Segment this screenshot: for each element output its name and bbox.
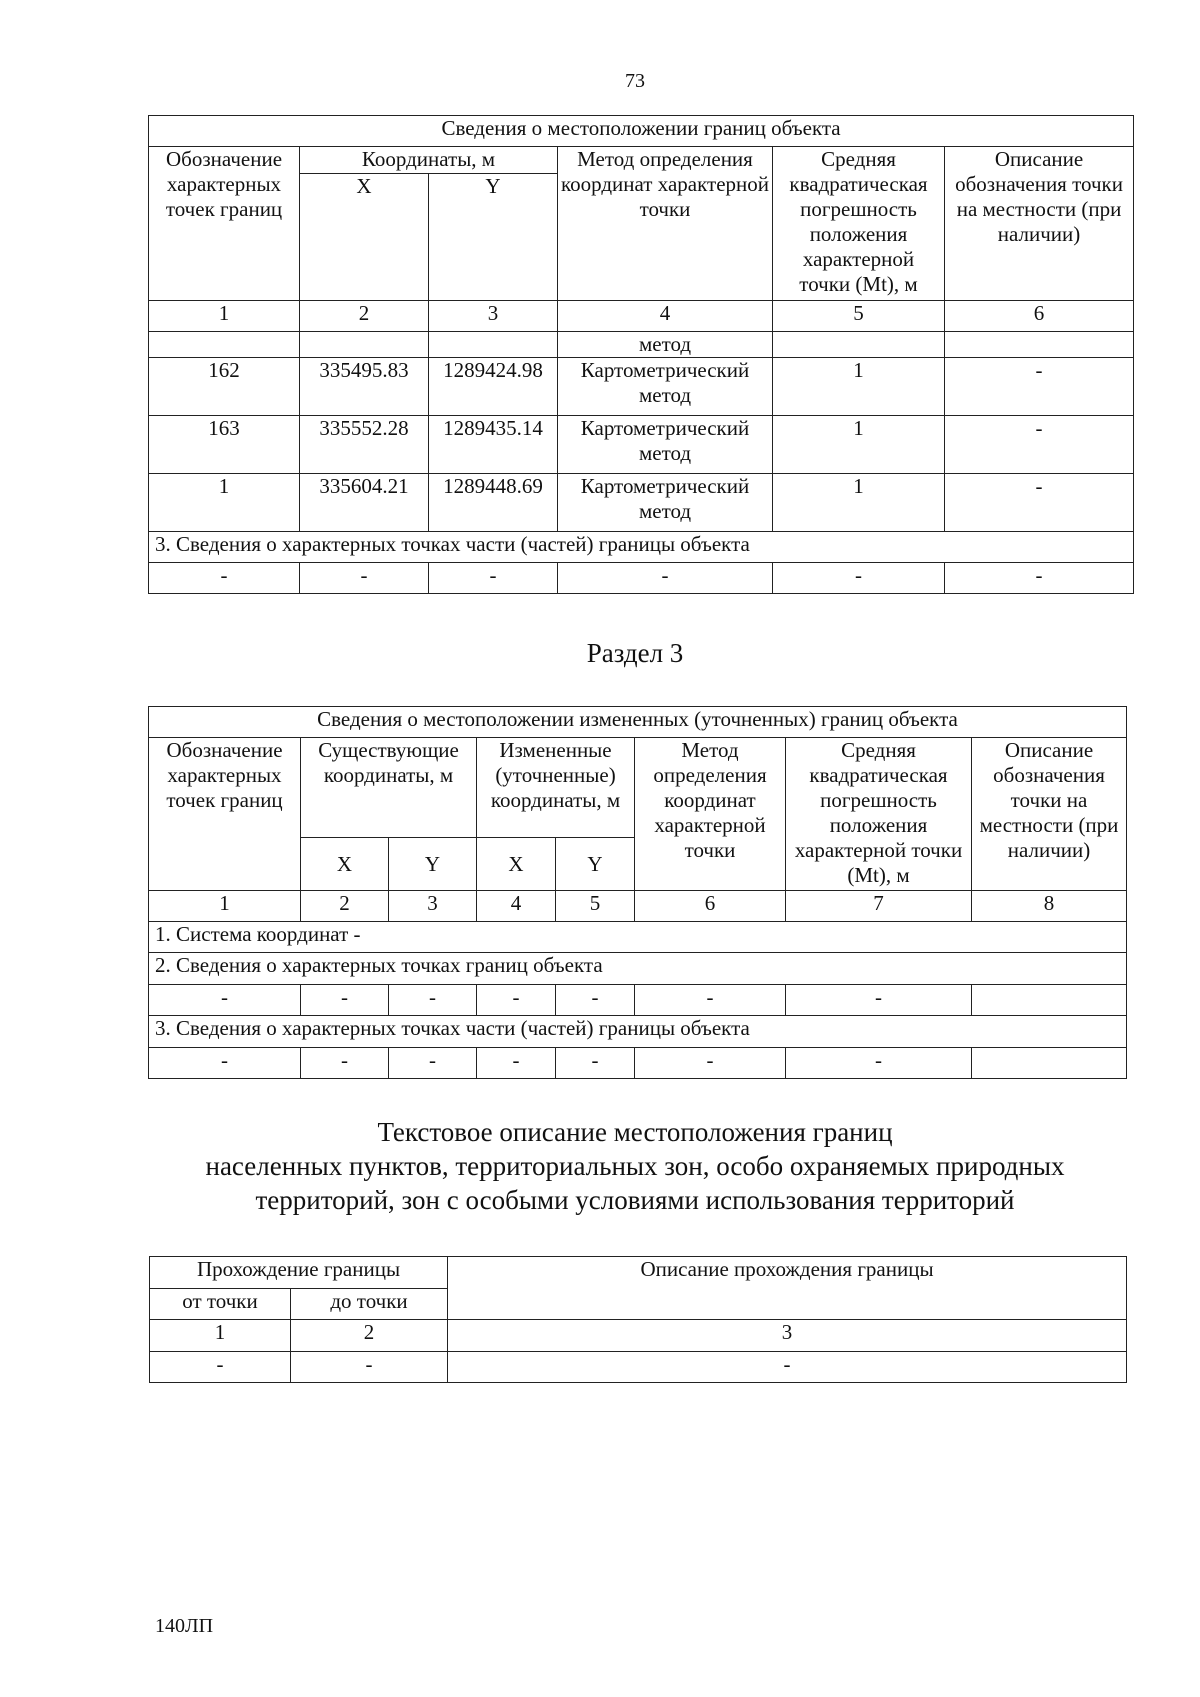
dash-cell: - — [149, 1048, 301, 1079]
dash-cell: - — [477, 1048, 556, 1079]
col-number: 8 — [972, 891, 1127, 922]
table-title: Сведения о местоположении измененных (уточненных) границ объекта — [149, 707, 1127, 738]
dash-cell: - — [558, 563, 773, 594]
header-existing-coords: Существующие координаты, м — [301, 738, 477, 838]
col-number: 5 — [773, 301, 945, 332]
coord-system-label: 1. Система координат - — [149, 922, 1127, 953]
dash-cell: - — [635, 1048, 786, 1079]
dash-cell: - — [448, 1352, 1127, 1383]
error-cell: 1 — [773, 474, 945, 532]
desc-cell: - — [945, 474, 1134, 532]
page-number: 73 — [625, 70, 645, 92]
dash-cell: - — [786, 985, 972, 1016]
section-label: 3. Сведения о характерных точках части (частей) границы объекта — [149, 1016, 1127, 1048]
dash-cell: - — [301, 985, 389, 1016]
dash-cell: - — [150, 1352, 291, 1383]
header-x: X — [301, 838, 389, 891]
y-cell: 1289435.14 — [429, 416, 558, 474]
dash-cell: - — [786, 1048, 972, 1079]
text-description-title — [0, 1115, 1200, 1217]
method-cell: Картометрический метод — [558, 416, 773, 474]
dash-cell: - — [556, 985, 635, 1016]
point-cell: 1 — [149, 474, 300, 532]
table-row — [149, 1048, 1127, 1079]
header-x: X — [477, 838, 556, 891]
changed-boundary-table — [148, 706, 1127, 1079]
dash-cell: - — [389, 1048, 477, 1079]
empty-cell — [972, 1048, 1127, 1079]
dash-cell: - — [389, 985, 477, 1016]
x-cell: 335495.83 — [300, 358, 429, 416]
col-number: 3 — [448, 1320, 1127, 1352]
col-number: 7 — [786, 891, 972, 922]
dash-cell: - — [300, 563, 429, 594]
error-cell: 1 — [773, 416, 945, 474]
dash-cell: - — [149, 563, 300, 594]
header-method: Метод определения координат характерной точки — [635, 738, 786, 891]
dash-cell: - — [477, 985, 556, 1016]
dash-cell: - — [635, 985, 786, 1016]
header-designation: Обозначение характерных точек границ — [149, 738, 301, 891]
table-title: Сведения о местоположении границ объекта — [149, 116, 1134, 147]
table-row — [149, 985, 1127, 1016]
point-cell: 162 — [149, 358, 300, 416]
header-x: X — [300, 174, 429, 301]
dash-cell: - — [556, 1048, 635, 1079]
table-row — [149, 474, 1134, 532]
col-number: 1 — [149, 891, 301, 922]
header-method: Метод определения координат характерной точки — [558, 147, 773, 301]
desc-cell: - — [945, 358, 1134, 416]
col-number: 6 — [635, 891, 786, 922]
continuation-cell: метод — [558, 332, 773, 358]
boundary-passage-table — [149, 1256, 1127, 1383]
dash-cell: - — [301, 1048, 389, 1079]
method-cell: Картометрический метод — [558, 358, 773, 416]
col-number: 3 — [429, 301, 558, 332]
col-number: 4 — [477, 891, 556, 922]
header-to-point: до точки — [291, 1289, 448, 1320]
dash-cell: - — [773, 563, 945, 594]
section-heading: Раздел 3 — [586, 638, 684, 668]
col-number: 2 — [301, 891, 389, 922]
error-cell: 1 — [773, 358, 945, 416]
header-designation: Обозначение характерных точек границ — [149, 147, 300, 301]
document-code: 140ЛП — [155, 1615, 214, 1637]
title-line: Текстовое описание местоположения границ — [377, 1117, 893, 1147]
title-line: территорий, зон с особыми условиями использования территорий — [255, 1185, 1015, 1215]
header-description: Описание обозначения точки на местности (при наличии) — [945, 147, 1134, 301]
y-cell: 1289448.69 — [429, 474, 558, 532]
header-coords: Координаты, м — [300, 147, 558, 174]
table-row — [149, 416, 1134, 474]
col-number: 5 — [556, 891, 635, 922]
col-number: 6 — [945, 301, 1134, 332]
y-cell: 1289424.98 — [429, 358, 558, 416]
point-cell: 163 — [149, 416, 300, 474]
header-description: Описание обозначения точки на местности (при наличии) — [972, 738, 1127, 891]
col-number: 4 — [558, 301, 773, 332]
method-cell: Картометрический метод — [558, 474, 773, 532]
table-row — [149, 358, 1134, 416]
header-error: Средняя квадратическая погрешность положения характерной точки (Mt), м — [786, 738, 972, 891]
header-passage: Прохождение границы — [150, 1257, 448, 1289]
col-number: 2 — [300, 301, 429, 332]
header-passage-description: Описание прохождения границы — [448, 1257, 1127, 1320]
header-y: Y — [556, 838, 635, 891]
header-y: Y — [429, 174, 558, 301]
col-number: 2 — [291, 1320, 448, 1352]
section-label: 2. Сведения о характерных точках границ объекта — [149, 953, 1127, 985]
dash-cell: - — [945, 563, 1134, 594]
section-label: 3. Сведения о характерных точках части (частей) границы объекта — [149, 532, 1134, 563]
boundary-table — [148, 115, 1134, 594]
col-number: 1 — [150, 1320, 291, 1352]
dash-cell: - — [429, 563, 558, 594]
header-y: Y — [389, 838, 477, 891]
title-line: населенных пунктов, территориальных зон, особо охраняемых природных — [205, 1151, 1065, 1181]
dash-cell: - — [291, 1352, 448, 1383]
table-row — [150, 1352, 1127, 1383]
header-from-point: от точки — [150, 1289, 291, 1320]
dash-cell: - — [149, 985, 301, 1016]
col-number: 3 — [389, 891, 477, 922]
desc-cell: - — [945, 416, 1134, 474]
col-number: 1 — [149, 301, 300, 332]
x-cell: 335552.28 — [300, 416, 429, 474]
header-error: Средняя квадратическая погрешность положения характерной точки (Mt), м — [773, 147, 945, 301]
table-row — [149, 563, 1134, 594]
empty-cell — [972, 985, 1127, 1016]
x-cell: 335604.21 — [300, 474, 429, 532]
header-changed-coords: Измененные (уточненные) координаты, м — [477, 738, 635, 838]
